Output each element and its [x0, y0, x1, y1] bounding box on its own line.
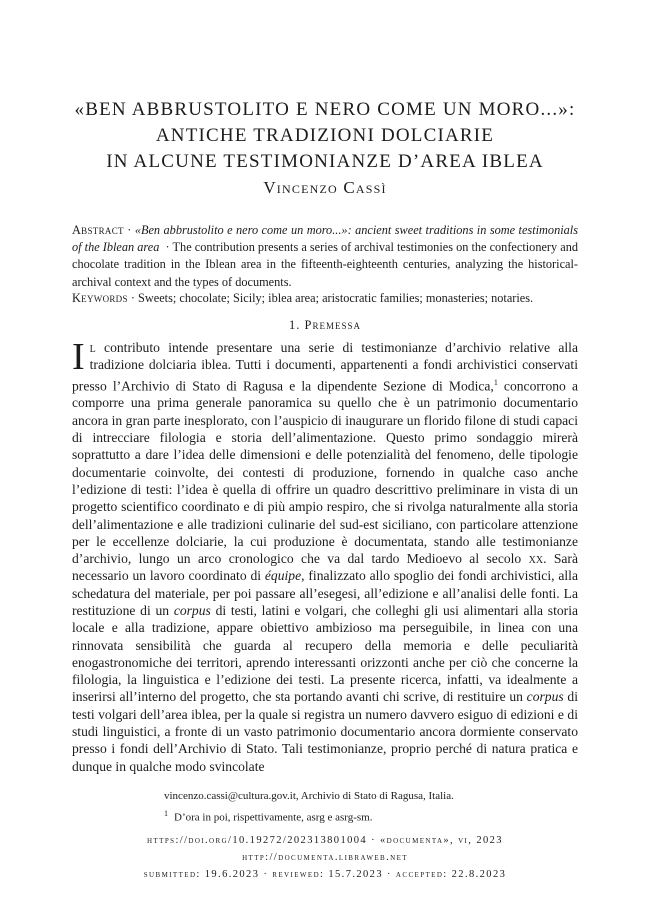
- equipe-italic: équipe: [264, 568, 302, 584]
- abstract: [72, 222, 578, 291]
- body-part-2: concorrono a comporre una prima generale panoramica su quello che è un patrimonio documentario ancora in gran parte inesplorato, con l’auspicio di inaugurare un florido filone di studi capaci di intrecciare filologia e storia dell’alimentazione. Questo primo sondaggio mirerà soprattutto a dare l’idea delle dimensioni e delle potenzialità del fenomeno, delle tipologie documentarie coinvolte, dei contesti di produzione, fornendo in qualche caso anche l’edizione di testi: l’idea è quella di offrire un quadro descrittivo preliminare in vista di un progetto scientifico coordinato e di più ampio respiro, che si rivolga naturalmente alla storia dell’alimentazione e alle tradizioni culinarie del sud-est siciliano, con particolare attenzione per le eccellenze dolciarie, la cui produzione è documentata, stando alle testimonianze d’archivio, lungo un arco cronologico che va dal tardo Medioevo al secolo: [72, 378, 578, 567]
- footnote-1-number: 1: [164, 809, 168, 818]
- lead-smallcaps: l: [89, 340, 96, 355]
- author-name: Vincenzo Cassì: [263, 178, 387, 197]
- corpus-italic-2: corpus: [526, 689, 564, 705]
- author-affiliation-note: vincenzo.cassi@cultura.gov.it, Archivio di Stato di Ragusa, Italia.: [164, 790, 454, 802]
- submission-dates-line: submitted: 19.6.2023 · reviewed: 15.7.2023 · accepted: 22.8.2023: [143, 869, 507, 880]
- abstract-text: The contribution presents a series of archival testimonies on the confectionery and chocolate tradition in the Iblean area in the fifteenth-eighteenth centuries, analyzing the historical-archival context and the types of documents.: [72, 240, 579, 289]
- keywords-text: Sweets; chocolate; Sicily; iblea area; aristocratic families; monasteries; notaries.: [138, 291, 534, 305]
- article-title: [40, 97, 610, 175]
- footnote-1-text: D’ora in poi, rispettivamente, asrg e asrg-sm.: [174, 811, 373, 824]
- title-line-1: «BEN ABBRUSTOLITO E NERO COME UN MORO...»:: [74, 99, 576, 120]
- body-part-1: contributo intende presentare una serie di testimonianze d’archivio relative alla tradizione dolciaria iblea. Tutti i documenti, appartenenti a fondi archivistici conservati presso l’Archivio di Stato di Ragusa e la dipendente Sezione di Modica,: [72, 340, 578, 394]
- footnote-1: [164, 806, 584, 826]
- body-part-4: , finalizzato allo spoglio dei fondi archivistici, alla schedatura del materiale, per poi passare all’esegesi, all’edizione e all’analisi delle fonti. La restituzione di un: [72, 568, 578, 618]
- abstract-separator: ·: [127, 223, 132, 237]
- keywords-label: Keywords: [72, 291, 128, 305]
- body-part-6: di testi volgari dell’area iblea, per la quale si registra un numero davvero esiguo di edizioni e di studi linguistici, a fronte di un vasto patrimonio documentario ancora dormiente conservato presso i fondi dell’Archivio di Stato. Tali testimonianze, proprio perché di natura pratica e dunque in qualche modo svincolate: [72, 689, 578, 774]
- title-line-3: IN ALCUNE TESTIMONIANZE D’AREA IBLEA: [106, 151, 544, 172]
- footnote-ref: 1: [493, 377, 498, 387]
- abstract-label: Abstract: [72, 223, 124, 237]
- title-line-2: ANTICHE TRADIZIONI DOLCIARIE: [155, 125, 495, 146]
- century-numeral: xx: [528, 551, 544, 567]
- corpus-italic-1: corpus: [173, 602, 211, 618]
- doi-line: https://doi.org/10.19272/202313801004 · «documenta», vi, 2023: [147, 835, 503, 846]
- body-part-5: di testi, latini e volgari, che colleghi gli usi alimentari alla storia locale e alla tradizione, appare obiettivo ambizioso ma perseguibile, in linea con una rinnovata sensibilità che guarda al recupero della memoria e delle peculiarità enogastronomiche dei territori, aprendo interessanti orizzonti anche per ciò che concerne la filologia, la linguistica e l’edizione dei testi. La presente ricerca, infatti, va idealmente a inserirsi all’interno del progetto, che sta portando avanti chi scrive, di restituire un: [72, 602, 579, 705]
- keywords-separator: ·: [130, 291, 135, 305]
- abstract-english-title: «Ben abbrustolito e nero come un moro...»: ancient sweet traditions in some testimonials of the Iblean area: [72, 223, 578, 255]
- section-heading: 1. Premessa: [289, 318, 361, 332]
- drop-cap: I: [72, 336, 85, 378]
- journal-url-line: http://documenta.libraweb.net: [242, 852, 408, 863]
- abstract-separator-2: ·: [165, 240, 170, 255]
- body-text: [72, 336, 579, 775]
- body-part-3: . Sarà necessario un lavoro coordinato di: [72, 551, 578, 584]
- keywords: [72, 290, 578, 307]
